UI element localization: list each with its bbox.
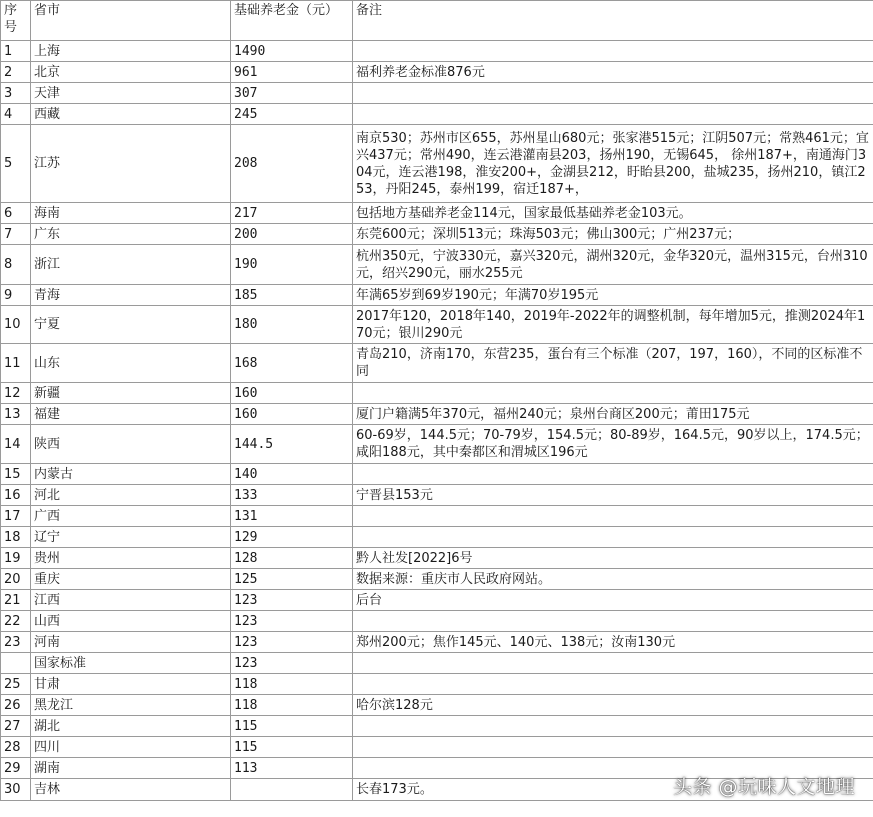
cell-pension: 144.5 — [231, 425, 353, 464]
cell-province: 上海 — [31, 41, 231, 62]
cell-notes: 包括地方基础养老金114元，国家最低基础养老金103元。 — [353, 203, 873, 224]
cell-province: 河南 — [31, 632, 231, 653]
cell-province: 四川 — [31, 737, 231, 758]
cell-index: 9 — [1, 285, 31, 306]
header-pension: 基础养老金（元） — [231, 1, 353, 41]
cell-province: 广东 — [31, 224, 231, 245]
table-body — [1, 41, 873, 801]
cell-pension: 185 — [231, 285, 353, 306]
cell-pension: 307 — [231, 83, 353, 104]
cell-notes — [353, 383, 873, 404]
cell-index: 7 — [1, 224, 31, 245]
table-row — [1, 548, 873, 569]
cell-pension: 123 — [231, 653, 353, 674]
table-row — [1, 569, 873, 590]
header-notes: 备注 — [353, 1, 873, 41]
cell-notes — [353, 527, 873, 548]
cell-notes: 60-69岁，144.5元；70-79岁，154.5元；80-89岁，164.5元，90岁以上，174.5元；咸阳188元，其中秦都区和渭城区196元 — [353, 425, 873, 464]
cell-pension: 123 — [231, 590, 353, 611]
cell-notes — [353, 464, 873, 485]
cell-index: 20 — [1, 569, 31, 590]
table-row — [1, 285, 873, 306]
cell-notes — [353, 653, 873, 674]
cell-province: 内蒙古 — [31, 464, 231, 485]
cell-index: 27 — [1, 716, 31, 737]
cell-notes: 数据来源：重庆市人民政府网站。 — [353, 569, 873, 590]
table-row — [1, 306, 873, 344]
cell-pension: 133 — [231, 485, 353, 506]
cell-province: 山西 — [31, 611, 231, 632]
table-row — [1, 527, 873, 548]
cell-index: 18 — [1, 527, 31, 548]
cell-index: 22 — [1, 611, 31, 632]
cell-pension: 208 — [231, 125, 353, 203]
cell-index: 1 — [1, 41, 31, 62]
cell-index: 16 — [1, 485, 31, 506]
cell-pension: 118 — [231, 695, 353, 716]
cell-index: 5 — [1, 125, 31, 203]
cell-province: 西藏 — [31, 104, 231, 125]
cell-index: 11 — [1, 344, 31, 383]
cell-index — [1, 653, 31, 674]
cell-pension: 123 — [231, 632, 353, 653]
cell-pension: 131 — [231, 506, 353, 527]
table-row — [1, 590, 873, 611]
table-row — [1, 653, 873, 674]
cell-province: 河北 — [31, 485, 231, 506]
cell-index: 13 — [1, 404, 31, 425]
cell-index: 3 — [1, 83, 31, 104]
table-row — [1, 404, 873, 425]
cell-notes — [353, 41, 873, 62]
cell-province: 黑龙江 — [31, 695, 231, 716]
table-row — [1, 62, 873, 83]
cell-notes: 2017年120，2018年140，2019年-2022年的调整机制，每年增加5元，推测2024年170元；银川290元 — [353, 306, 873, 344]
cell-pension: 129 — [231, 527, 353, 548]
table-row — [1, 674, 873, 695]
cell-pension: 961 — [231, 62, 353, 83]
table-row — [1, 383, 873, 404]
table-row — [1, 224, 873, 245]
cell-pension: 140 — [231, 464, 353, 485]
cell-notes — [353, 104, 873, 125]
header-row — [1, 1, 873, 41]
table-row — [1, 716, 873, 737]
cell-notes — [353, 506, 873, 527]
cell-index: 25 — [1, 674, 31, 695]
cell-province: 青海 — [31, 285, 231, 306]
cell-province: 国家标准 — [31, 653, 231, 674]
cell-pension: 125 — [231, 569, 353, 590]
cell-pension: 115 — [231, 737, 353, 758]
watermark: 头条 @玩味人文地理 — [672, 776, 855, 798]
table-row — [1, 104, 873, 125]
cell-province: 宁夏 — [31, 306, 231, 344]
table-row — [1, 695, 873, 716]
cell-notes — [353, 611, 873, 632]
cell-notes: 宁晋县153元 — [353, 485, 873, 506]
table-row — [1, 125, 873, 203]
cell-province: 陕西 — [31, 425, 231, 464]
cell-province: 浙江 — [31, 245, 231, 285]
cell-index: 10 — [1, 306, 31, 344]
cell-province: 吉林 — [31, 779, 231, 801]
cell-pension — [231, 779, 353, 801]
table-row — [1, 83, 873, 104]
cell-index: 2 — [1, 62, 31, 83]
cell-notes: 青岛210，济南170，东营235，蛋台有三个标准（207，197，160），不同的区标准不同 — [353, 344, 873, 383]
cell-pension: 160 — [231, 404, 353, 425]
cell-notes — [353, 83, 873, 104]
cell-pension: 113 — [231, 758, 353, 779]
cell-pension: 118 — [231, 674, 353, 695]
cell-notes: 东莞600元；深圳513元；珠海503元；佛山300元；广州237元； — [353, 224, 873, 245]
cell-index: 30 — [1, 779, 31, 801]
cell-province: 江苏 — [31, 125, 231, 203]
cell-province: 重庆 — [31, 569, 231, 590]
cell-province: 湖北 — [31, 716, 231, 737]
table-row — [1, 245, 873, 285]
cell-pension: 200 — [231, 224, 353, 245]
cell-province: 新疆 — [31, 383, 231, 404]
cell-notes: 长春173元。 — [353, 779, 873, 801]
cell-notes: 厦门户籍满5年370元，福州240元；泉州台商区200元；莆田175元 — [353, 404, 873, 425]
cell-province: 福建 — [31, 404, 231, 425]
cell-province: 甘肃 — [31, 674, 231, 695]
cell-notes — [353, 674, 873, 695]
cell-pension: 168 — [231, 344, 353, 383]
cell-pension: 123 — [231, 611, 353, 632]
cell-province: 江西 — [31, 590, 231, 611]
cell-notes — [353, 737, 873, 758]
cell-pension: 245 — [231, 104, 353, 125]
cell-notes: 年满65岁到69岁190元；年满70岁195元 — [353, 285, 873, 306]
cell-province: 山东 — [31, 344, 231, 383]
table-row — [1, 344, 873, 383]
table-row — [1, 464, 873, 485]
cell-notes: 杭州350元，宁波330元，嘉兴320元，湖州320元，金华320元，温州315元，台州310元，绍兴290元，丽水255元 — [353, 245, 873, 285]
header-index: 序号 — [1, 1, 31, 41]
cell-province: 贵州 — [31, 548, 231, 569]
cell-index: 12 — [1, 383, 31, 404]
cell-index: 19 — [1, 548, 31, 569]
header-province: 省市 — [31, 1, 231, 41]
cell-index: 29 — [1, 758, 31, 779]
cell-province: 天津 — [31, 83, 231, 104]
cell-pension: 128 — [231, 548, 353, 569]
cell-pension: 1490 — [231, 41, 353, 62]
table-row — [1, 41, 873, 62]
cell-pension: 115 — [231, 716, 353, 737]
cell-notes: 郑州200元；焦作145元、140元、138元；汝南130元 — [353, 632, 873, 653]
cell-index: 28 — [1, 737, 31, 758]
cell-province: 辽宁 — [31, 527, 231, 548]
table-row — [1, 611, 873, 632]
cell-pension: 217 — [231, 203, 353, 224]
table-row — [1, 425, 873, 464]
cell-index: 4 — [1, 104, 31, 125]
cell-province: 广西 — [31, 506, 231, 527]
cell-notes: 后台 — [353, 590, 873, 611]
table-row — [1, 632, 873, 653]
cell-province: 北京 — [31, 62, 231, 83]
cell-index: 26 — [1, 695, 31, 716]
cell-index: 21 — [1, 590, 31, 611]
cell-index: 23 — [1, 632, 31, 653]
cell-province: 湖南 — [31, 758, 231, 779]
cell-index: 8 — [1, 245, 31, 285]
cell-index: 17 — [1, 506, 31, 527]
cell-notes: 福利养老金标准876元 — [353, 62, 873, 83]
cell-index: 15 — [1, 464, 31, 485]
cell-pension: 190 — [231, 245, 353, 285]
cell-pension: 180 — [231, 306, 353, 344]
cell-notes: 哈尔滨128元 — [353, 695, 873, 716]
table-row — [1, 485, 873, 506]
cell-index: 6 — [1, 203, 31, 224]
table-row — [1, 203, 873, 224]
cell-province: 海南 — [31, 203, 231, 224]
table-row — [1, 506, 873, 527]
cell-index: 14 — [1, 425, 31, 464]
cell-notes — [353, 716, 873, 737]
cell-notes: 黔人社发[2022]6号 — [353, 548, 873, 569]
cell-notes: 南京530；苏州市区655，苏州星山680元；张家港515元；江阴507元；常熟461元；宜兴437元；常州490，连云港灌南县203，扬州190，无锡645， 徐州187+，南通海门304元，连云港198，淮安200+，金湖县212，盱眙县200，盐城235，扬州210，镇江253，丹阳245，泰州199，宿迁187+， — [353, 125, 873, 203]
table-row — [1, 737, 873, 758]
cell-pension: 160 — [231, 383, 353, 404]
